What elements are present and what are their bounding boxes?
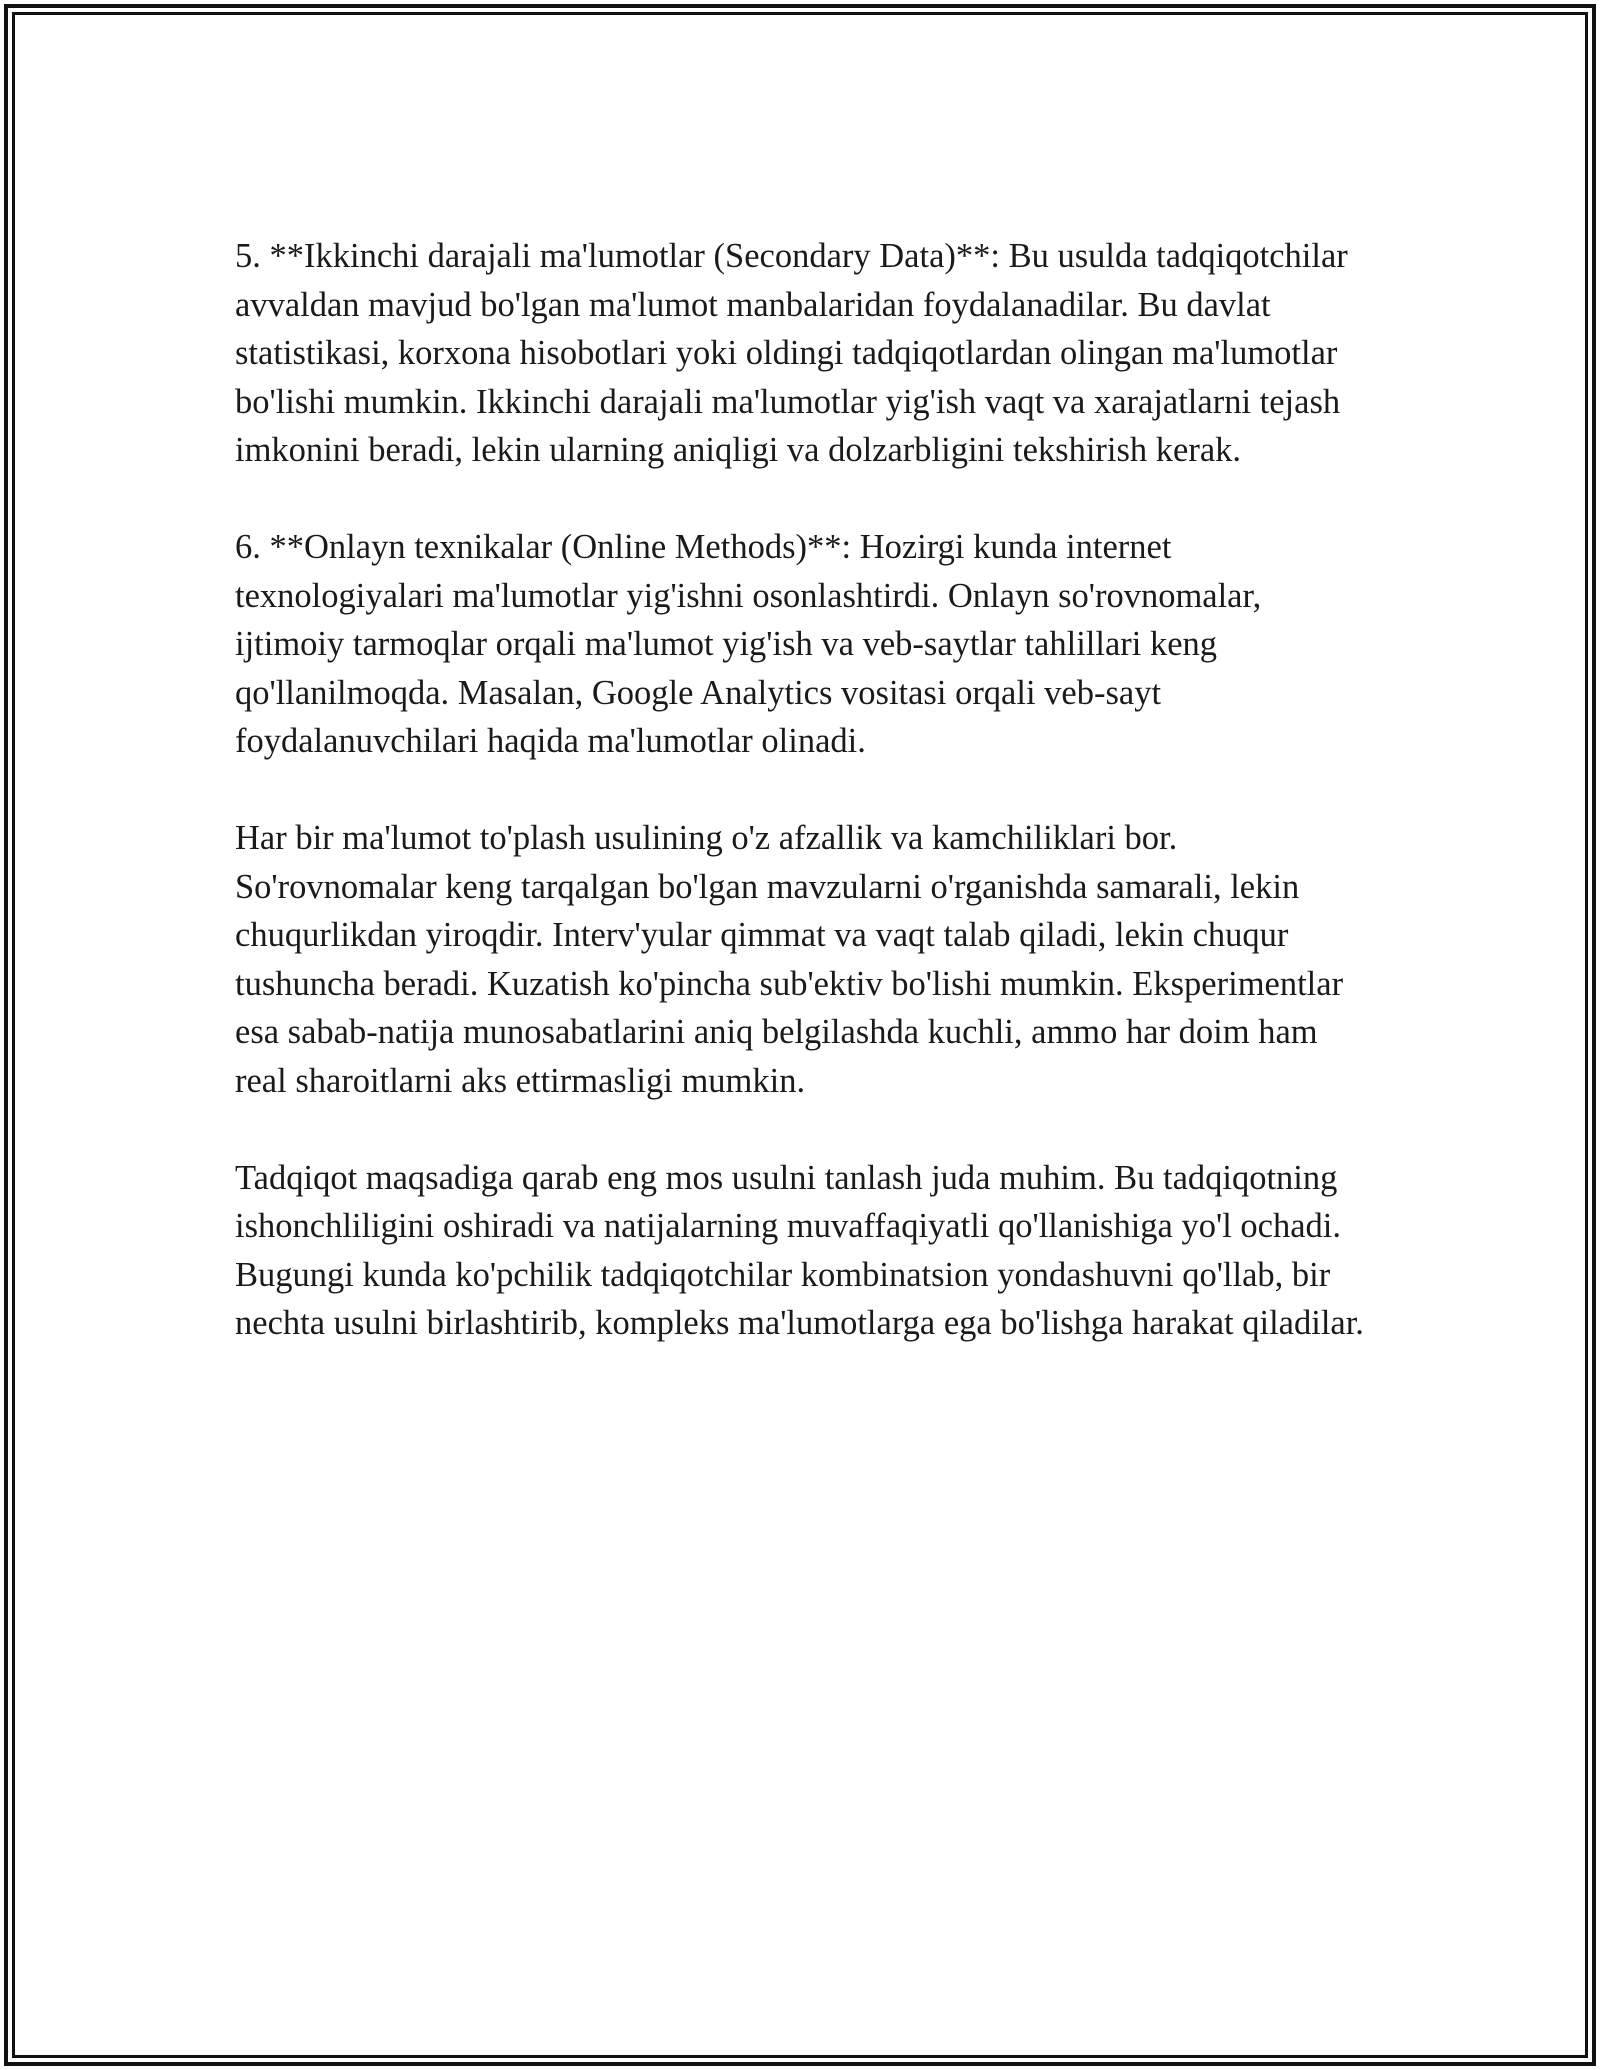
- paragraph-secondary-data: 5. **Ikkinchi darajali ma'lumotlar (Secondary Data)**: Bu usulda tadqiqotchilar avvaldan mavjud bo'lgan ma'lumot manbalaridan foydalanadilar. Bu davlat statistikasi, korxona hisobotlari yoki oldingi tadqiqotlardan olingan ma'lumotlar bo'lishi mumkin. Ikkinchi darajali ma'lumotlar yig'ish vaqt va xarajatlarni tejash imkonini beradi, lekin ularning aniqligi va dolzarbligini tekshirish kerak.: [235, 237, 1348, 469]
- paragraph-online-methods: 6. **Onlayn texnikalar (Online Methods)**: Hozirgi kunda internet texnologiyalari ma'lumotlar yig'ishni osonlashtirdi. Onlayn so'rovnomalar, ijtimoiy tarmoqlar orqali ma'lumot yig'ish va veb-saytlar tahlillari keng qo'llanilmoqda. Masalan, Google Analytics vositasi orqali veb-sayt foydalanuvchilari haqida ma'lumotlar olinadi.: [235, 528, 1262, 760]
- paragraph-pros-cons: Har bir ma'lumot to'plash usulining o'z afzallik va kamchiliklari bor. So'rovnomalar keng tarqalgan bo'lgan mavzularni o'rganishda samarali, lekin chuqurlikdan yiroqdir. Interv'yular qimmat va vaqt talab qiladi, lekin chuqur tushuncha beradi. Kuzatish ko'pincha sub'ektiv bo'lishi mumkin. Eksperimentlar esa sabab-natija munosabatlarini aniq belgilashda kuchli, ammo har doim ham real sharoitlarni aks ettirmasligi mumkin.: [235, 819, 1344, 1100]
- paragraph-conclusion: Tadqiqot maqsadiga qarab eng mos usulni tanlash juda muhim. Bu tadqiqotning ishonchliligini oshiradi va natijalarning muvaffaqiyatli qo'llanishiga yo'l ochadi. Bugungi kunda ko'pchilik tadqiqotchilar kombinatsion yondashuvni qo'llab, bir nechta usulni birlashtirib, kompleks ma'lumotlarga ega bo'lishga harakat qiladilar.: [235, 1158, 1364, 1342]
- document-body: [235, 232, 1365, 1396]
